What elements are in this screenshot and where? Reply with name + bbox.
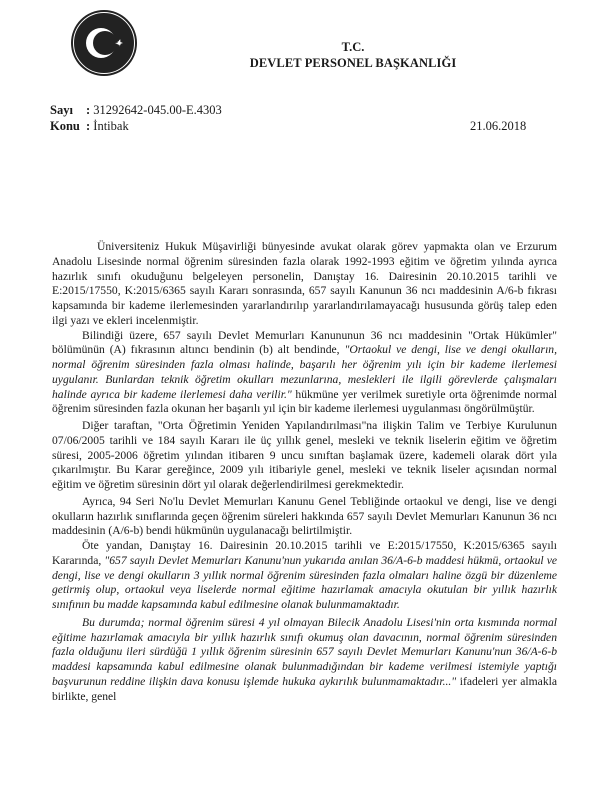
sayi-separator: : <box>86 103 94 117</box>
paragraph-2-quote: "Ortaokul ve dengi, lise ve dengi okulların, normal öğrenim süresinden fazla olması halinde, başarılı her öğrenim yılı için bir kademe ilerlemesi uygulanır. Bunlardan teknik öğretim okulları mezunlarına, meslekleri ile ilgili görevlerde çalışmaları halinde ayrıca bir kademe ilerlemesi daha verilir." <box>52 343 557 401</box>
paragraph-5-quote: "657 sayılı Devlet Memurları Kanunu'nun yukarıda anılan 36/A-6-b maddesi hükmü, ortaokul ve dengi, lise ve dengi okulların 3 yıllık normal öğrenim süresinden fazla olmaları haline özgü bir düzenleme getirmiş olup, ortaokul veya liselerde normal eğitime hazırlamak amacıyla okutulan bir yıllık hazırlık sınıfının bu madde kapsamında kabul edilmesine olanak bulunmamaktadır. <box>52 553 557 611</box>
konu-value: İntibak <box>93 119 129 133</box>
paragraph-6 <box>52 616 557 705</box>
konu-separator: : <box>86 119 94 133</box>
sayi-row <box>50 103 222 118</box>
sayi-value: 31292642-045.00-E.4303 <box>93 103 222 117</box>
document-date: 21.06.2018 <box>470 119 527 133</box>
paragraph-6-quote: Bu durumda; normal öğrenim süresi 4 yıl olmayan Bilecik Anadolu Lisesi'nin orta kısmında normal eğitime hazırlamak amacıyla bir yıllık hazırlık sınıfı okumuş olan davacının, normal öğrenim süresinden fazla olduğunu ileri sürdüğü 1 yıllık öğrenim süresinin 657 sayılı Devlet Memurları Kanunu'nun 36/A-6-b maddesi kapsamında kabul edilmesine olanak bulunmadığından bir kademe verilmesi istemiyle yaptığı başvurunun reddine ilişkin dava konusu işlemde hukuka aykırılık bulunmamaktadır..." <box>52 615 557 688</box>
paragraph-3: Diğer taraftan, "Orta Öğretimin Yeniden Yapılandırılması"na ilişkin Talim ve Terbiye Kurulunun 07/06/2005 tarihli ve 184 sayılı Kararı ile üç yıllık genel, mesleki ve teknik liselerin eğitim ve öğretim süresi, 2005-2006 öğretim yılından itibaren 9 uncu sınıftan başlamak üzere, kademeli olarak dört yıla çıkarılmıştır. Bu Karar gereğince, 2009 yılı itibariyle genel, mesleki ve teknik liseler açısından normal eğitim ve öğretim süresinin dört yıl olarak değerlendirilmesi gerekmektedir. <box>52 419 557 491</box>
paragraph-2-intro: Bilindiği üzere, 657 sayılı Devlet Memurları Kanununun 36 ncı maddesinin "Ortak Hükümler" bölümünün (A) fıkrasının altıncı bendinin (b) alt bendinde, <box>52 328 557 357</box>
paragraph-1: Üniversiteniz Hukuk Müşavirliği bünyesinde avukat olarak görev yapmakta olan ve Erzurum Anadolu Lisesinde normal öğrenim süresinden fazla olarak 1992-1993 eğitim ve öğretim yılında ayrıca hazırlık sınıfı okuduğunu belgeleyen personelin, Danıştay 16. Dairesinin 20.10.2015 tarihli ve E:2015/17550, K:2015/6365 sayılı Kararı sonrasında, 657 sayılı Kanunun 36 ncı maddesinin A/6-b fıkrası kapsamında bir kademe ilerlemesinden yararlandırılıp yararlandırılamayacağı hususunda görüş talep eden ilgi yazı ve ekleri incelenmiştir. <box>52 240 557 327</box>
paragraph-2 <box>52 329 557 418</box>
paragraph-5 <box>52 539 557 613</box>
konu-label: Konu <box>50 119 80 133</box>
header-organization: DEVLET PERSONEL BAŞKANLIĞI <box>249 56 457 70</box>
paragraph-6-outro: ifadeleri yer almakla birlikte, genel <box>52 674 557 703</box>
sayi-label: Sayı <box>50 103 73 117</box>
paragraph-4: Ayrıca, 94 Seri No'lu Devlet Memurları Kanunu Genel Tebliğinde ortaokul ve dengi, lise ve dengi okulların hazırlık sınıflarında geçen öğrenim süreleri hakkında 657 sayılı Devlet Memurları Kanunun 36 ncı maddesinin (A/6-b) bendi hükmünün uygulanacağı belirtilmiştir. <box>52 494 557 538</box>
paragraph-2-outro: hükmüne yer verilmek suretiyle orta öğrenimde normal öğrenim süresinden fazla okunan her başarılı yıl için bir kademe ilerlemesi uygulanması öngörülmüştür. <box>52 387 557 416</box>
konu-row <box>50 119 129 134</box>
crescent-star-emblem-icon <box>69 8 139 78</box>
paragraph-5-intro: Öte yandan, Danıştay 16. Dairesinin 20.10.2015 tarihli ve E:2015/17550, K:2015/6365 sayılı Kararında, <box>52 539 557 567</box>
letter-body <box>52 240 557 704</box>
header-country: T.C. <box>341 40 365 54</box>
